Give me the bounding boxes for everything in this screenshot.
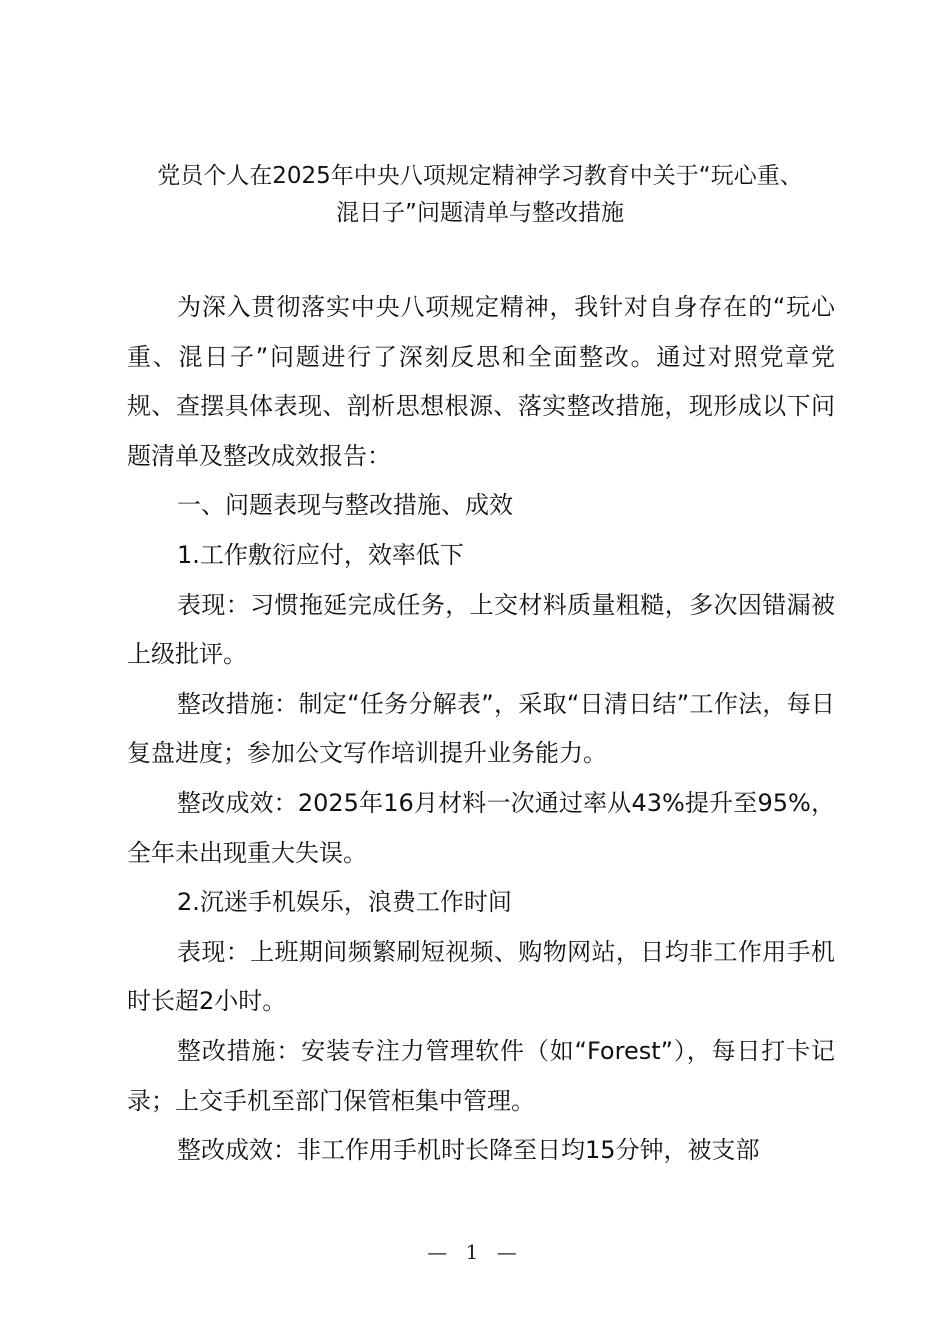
item-1-measures: 整改措施：制定“任务分解表”，采取“日清日结”工作法，每日复盘进度；参加公文写作培训提升业务能力。 xyxy=(127,689,835,768)
item-heading-2: 2.沉迷手机娱乐，浪费工作时间 xyxy=(177,888,512,917)
item-heading-1: 1.工作敷衍应付，效率低下 xyxy=(177,540,464,569)
item-1-results: 整改成效：2025年16月材料一次通过率从43%提升至95%，全年未出现重大失误。 xyxy=(127,788,835,867)
item-2-results: 整改成效：非工作用手机时长降至日均15分钟，被支部 xyxy=(177,1136,760,1165)
item-2-measures: 整改措施：安装专注力管理软件（如“Forest”），每日打卡记录；上交手机至部门保管柜集中管理。 xyxy=(127,1036,835,1115)
document-title-line-1: 党员个人在2025年中央八项规定精神学习教育中关于“玩心重、 xyxy=(157,163,803,189)
item-1-performance: 表现：习惯拖延完成任务，上交材料质量粗糙，多次因错漏被上级批评。 xyxy=(127,590,835,669)
page-number: — 1 — xyxy=(427,1240,523,1264)
document-title-line-2: 混日子”问题清单与整改措施 xyxy=(336,200,624,226)
intro-paragraph: 为深入贯彻落实中央八项规定精神，我针对自身存在的“玩心重、混日子”问题进行了深刻反思和全面整改。通过对照党章党规、查摆具体表现、剖析思想根源、落实整改措施，现形成以下问题清单及整改成效报告： xyxy=(127,293,835,470)
document-body xyxy=(127,283,835,1176)
section-heading: 一、问题表现与整改措施、成效 xyxy=(177,491,513,520)
item-2-performance: 表现：上班期间频繁刷短视频、购物网站，日均非工作用手机时长超2小时。 xyxy=(127,937,835,1016)
